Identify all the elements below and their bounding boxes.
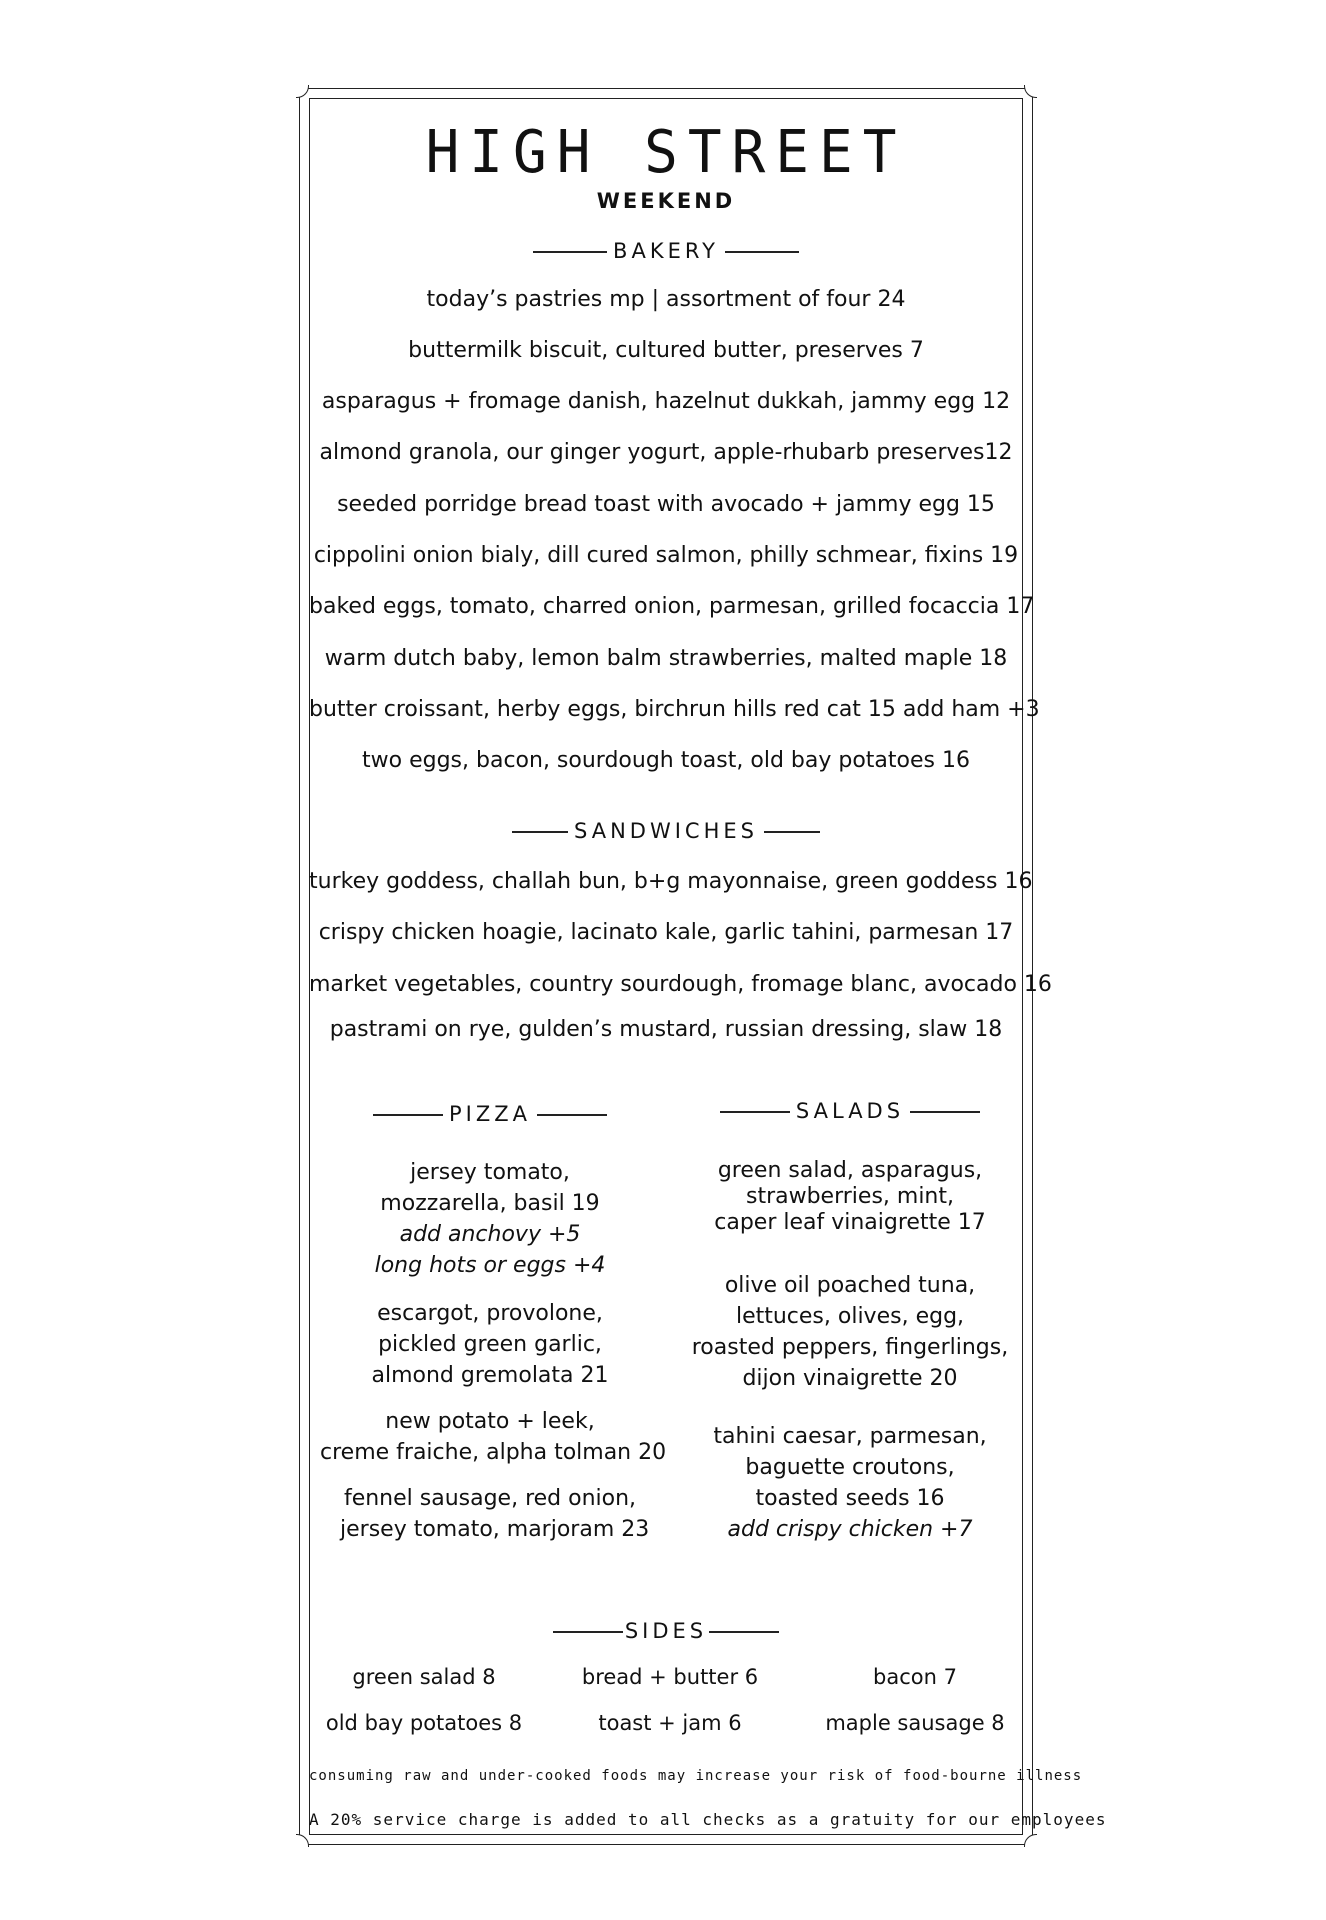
section-heading-bakery: [309, 238, 1023, 264]
item-line: new potato + leek,: [385, 1409, 595, 1434]
menu-item: warm dutch baby, lemon balm strawberries, malted maple 18: [324, 646, 1008, 671]
menu-item: butter croissant, herby eggs, birchrun hills red cat 15 add ham +3: [309, 697, 1040, 722]
item-line: fennel sausage, red onion,: [343, 1486, 637, 1511]
pizza-item: [340, 1157, 640, 1281]
menu-title: HIGH STREET: [425, 118, 907, 187]
heading-rule-left: [533, 251, 607, 253]
heading-rule-left: [553, 1631, 623, 1633]
salad-item: [690, 1270, 1010, 1394]
menu-item: pastrami on rye, gulden’s mustard, russian dressing, slaw 18: [329, 1017, 1003, 1042]
pizza-item: [320, 1406, 667, 1468]
menu-item: asparagus + fromage danish, hazelnut dukkah, jammy egg 12: [321, 389, 1011, 414]
heading-rule-right: [910, 1111, 980, 1113]
side-item: bacon 7: [873, 1665, 957, 1689]
menu-subtitle: WEEKEND: [596, 189, 736, 213]
menu-item: market vegetables, country sourdough, fromage blanc, avocado 16: [309, 972, 1052, 997]
pizza-item: [340, 1298, 640, 1391]
section-heading-label: SANDWICHES: [574, 819, 758, 843]
item-line: roasted peppers, fingerlings,: [691, 1335, 1009, 1360]
heading-rule-left: [512, 831, 568, 833]
item-line: olive oil poached tuna,: [724, 1273, 976, 1298]
item-addon: long hots or eggs +4: [374, 1253, 606, 1278]
item-line: toasted seeds 16: [755, 1486, 945, 1511]
item-line: dijon vinaigrette 20: [742, 1366, 958, 1391]
section-heading-label: PIZZA: [449, 1102, 531, 1126]
item-line: escargot, provolone,: [377, 1301, 603, 1326]
item-line: strawberries, mint,: [745, 1184, 954, 1209]
menu-item: today’s pastries mp | assortment of four 24: [426, 287, 906, 312]
section-heading-label: SIDES: [624, 1619, 708, 1643]
section-heading-sandwiches: [309, 818, 1023, 844]
item-line: lettuces, olives, egg,: [735, 1304, 965, 1329]
side-item: green salad 8: [352, 1665, 496, 1689]
salad-item: [690, 1158, 1010, 1236]
menu-item: baked eggs, tomato, charred onion, parmesan, grilled focaccia 17: [309, 594, 1035, 619]
item-line: pickled green garlic,: [378, 1332, 602, 1357]
menu-item: crispy chicken hoagie, lacinato kale, garlic tahini, parmesan 17: [318, 920, 1014, 945]
heading-rule-left: [373, 1114, 443, 1116]
item-line: jersey tomato, marjoram 23: [340, 1517, 650, 1542]
food-safety-warning: consuming raw and under-cooked foods may increase your risk of food-bourne illness: [309, 1768, 1083, 1784]
menu-item: cippolini onion bialy, dill cured salmon, philly schmear, fixins 19: [313, 543, 1019, 568]
heading-rule-right: [709, 1631, 779, 1633]
heading-rule-right: [537, 1114, 607, 1116]
item-line: creme fraiche, alpha tolman 20: [320, 1440, 667, 1465]
section-heading-label: SALADS: [795, 1099, 905, 1123]
section-heading-label: BAKERY: [613, 239, 719, 263]
item-line: green salad, asparagus,: [717, 1158, 983, 1183]
item-line: jersey tomato,: [410, 1160, 570, 1185]
menu-item: buttermilk biscuit, cultured butter, preserves 7: [408, 338, 924, 363]
section-heading-sides: [309, 1618, 1023, 1644]
side-item: toast + jam 6: [598, 1711, 742, 1735]
item-line: caper leaf vinaigrette 17: [714, 1210, 986, 1235]
item-line: mozzarella, basil 19: [380, 1191, 600, 1216]
section-heading-pizza: [340, 1101, 640, 1127]
menu-item: two eggs, bacon, sourdough toast, old bay potatoes 16: [362, 748, 970, 773]
section-heading-salads: [690, 1098, 1010, 1124]
item-line: baguette croutons,: [745, 1455, 955, 1480]
heading-rule-left: [720, 1111, 790, 1113]
menu-item: almond granola, our ginger yogurt, apple-rhubarb preserves12: [319, 440, 1013, 465]
item-line: almond gremolata 21: [371, 1363, 609, 1388]
heading-rule-right: [725, 251, 799, 253]
side-item: old bay potatoes 8: [325, 1711, 523, 1735]
side-item: bread + butter 6: [581, 1665, 759, 1689]
menu-item: seeded porridge bread toast with avocado + jammy egg 15: [337, 492, 995, 517]
item-addon: add crispy chicken +7: [727, 1517, 973, 1542]
service-charge-note: A 20% service charge is added to all checks as a gratuity for our employees: [309, 1810, 1107, 1829]
pizza-item: [340, 1483, 650, 1545]
menu-item: turkey goddess, challah bun, b+g mayonnaise, green goddess 16: [309, 869, 1033, 894]
salad-item: [690, 1421, 1010, 1545]
side-item: maple sausage 8: [825, 1711, 1005, 1735]
item-line: tahini caesar, parmesan,: [713, 1424, 987, 1449]
item-addon: add anchovy +5: [399, 1222, 581, 1247]
heading-rule-right: [764, 831, 820, 833]
